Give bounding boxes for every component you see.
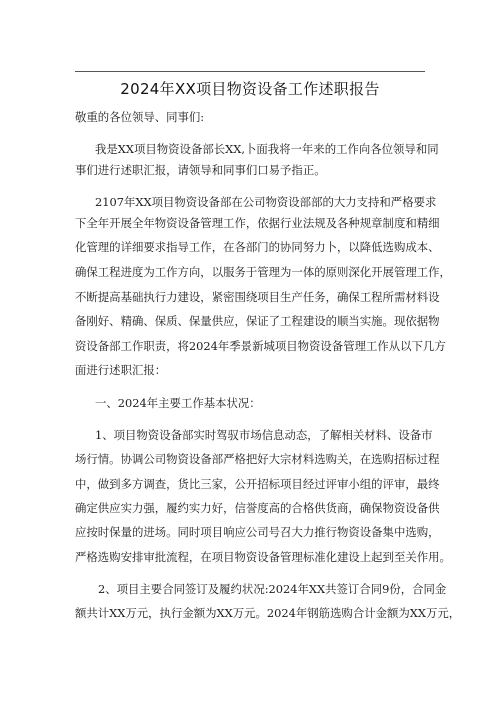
title-rule [75,71,425,72]
paragraph-line: 2107年XX项目物资设备部在公司物资设部部的大力支持和严格要求 [95,195,437,209]
paragraph-line: 事们进行述职汇报，请领导和同事们口易予指正。 [75,163,326,177]
paragraph-line: 不断提高基础执行力建设，紧密围绕项目生产任务，确保工程所需材料设 [75,290,440,304]
paragraph-line: 资设备部工作职责，将2024年季景新城项目物资设备管理工作从以下几方 [75,339,446,353]
paragraph-line: 化管理的详细要求指导工作，在各部门的协同努力卜，以降低选购成本、 [75,240,440,254]
paragraph-line: 中，做到多方调查，货比三家，公开招标项目经过评审小组的评审，最终 [75,477,440,491]
document-title: 2024年XX项目物资设备工作述职报告 [120,80,380,98]
paragraph-line: 额共计XX万元，执行金额为XX万元。2024年钢筋选购合计金额为XX万元， [75,606,461,620]
greeting-line: 敬重的各位领导、同事们: [75,110,205,124]
paragraph-line: 2、项目主要合同签订及履约状况:2024年XX共签订合同9份，合同金 [98,582,447,596]
paragraph-line: 确保工程进度为工作方向，以服务于管理为一体的原则深化开展管理工作， [75,265,451,279]
paragraph-line: 严格选购安排审批流程，在项目物资设备管理标准化建设上起到至关作用。 [75,550,451,564]
paragraph-line: 面进行述职汇报： [75,363,167,377]
paragraph-line: 确定供应实力强，履约实力好，信誉度高的合格供货商，确保物资设备供 [75,501,440,515]
paragraph-line: 1、项目物资设备部实时驾驭市场信息动态，了解相关材料、设备市 [95,428,433,442]
paragraph-line: 场行情。协调公司物资设备部严格把好大宗材料选购关，在选购招标过程 [75,452,440,466]
paragraph-line: 我是XX项目物资设备部长XX,卜面我将一年来的工作向各位领导和同 [95,142,439,156]
paragraph-line: 备刚好、精确、保质、保量供应，保证了工程建设的顺当实施。现依据物 [75,314,440,328]
paragraph-line: 下全年开展全年物资设备管理工作，依据行业法规及各种规章制度和精细 [75,216,440,230]
section-heading: 一、2024年主要工作基本状况： [95,396,261,410]
paragraph-line: 应按时保量的进场。同时项目响应公司号召大力推行物资设备集中选购， [75,525,440,539]
